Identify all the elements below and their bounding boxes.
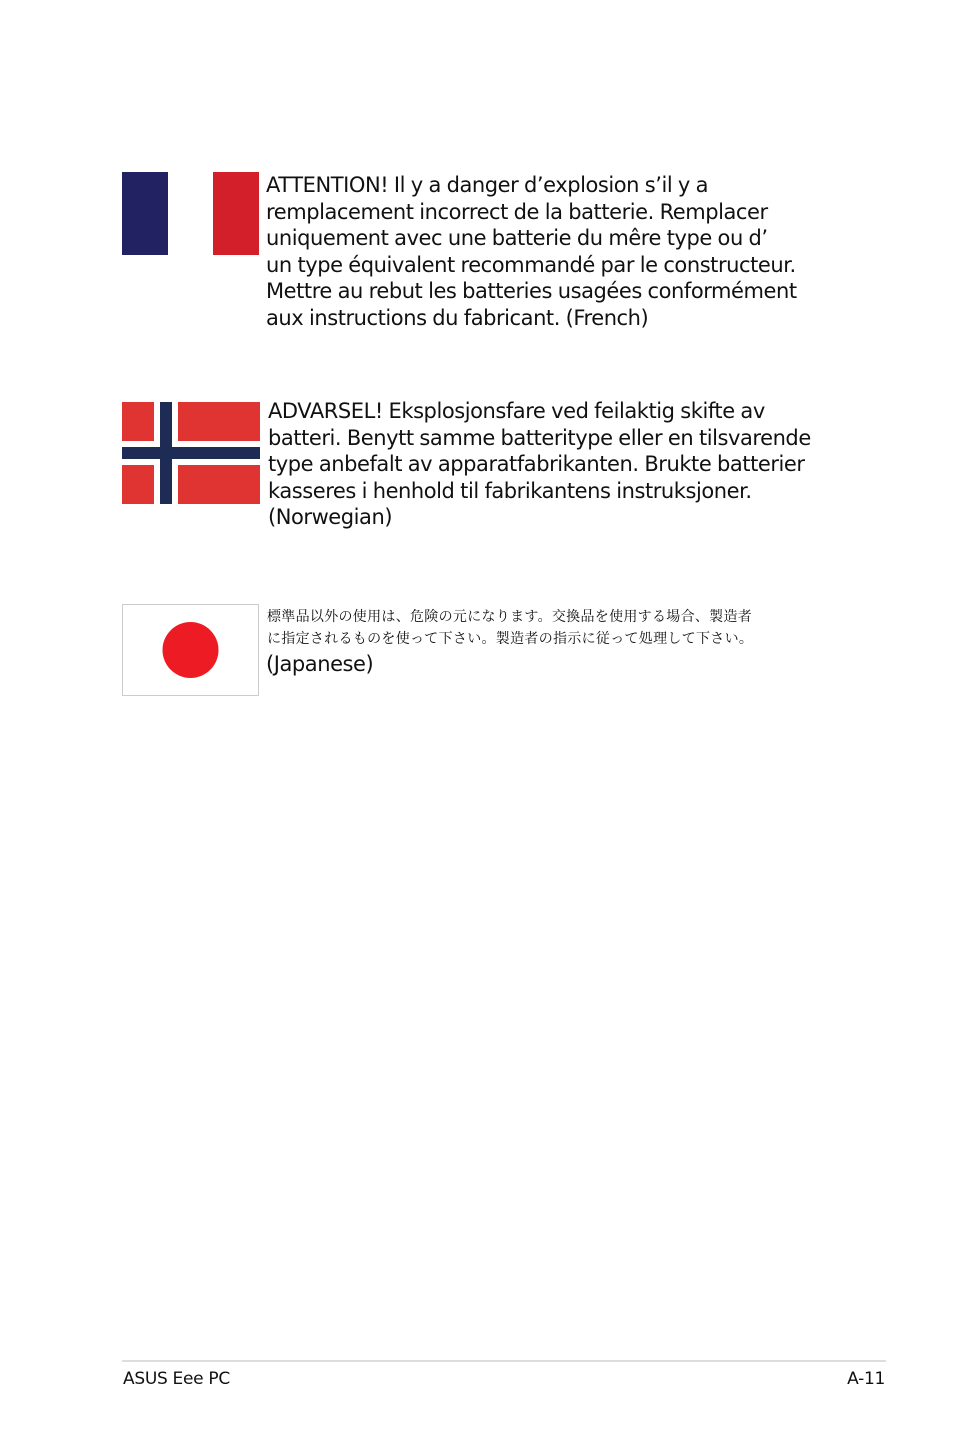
french-warning-text: ATTENTION! Il y a danger d’explosion s’il y a remplacement incorrect de la batterie. Remplacer uniquement avec une batterie du mêre type ou d’ un type équivalent recommandé par le constructeur. Mettre au rebut les batteries usagées conformément aux instructions du fabricant. (French) [266,173,797,330]
japanese-warning-line-1: 標準品以外の使用は、危険の元になります。交換品を使用する場合、製造者 [267,609,753,625]
footer-divider [122,1360,886,1362]
norwegian-warning-text: ADVARSEL! Eksplosjonsfare ved feilaktig skifte av batteri. Benytt samme batteritype eller en tilsvarende type anbefalt av apparatfabrikanten. Brukte batterier kasseres i henhold til fabrikantens instruksjoner. (Norwegian) [268,399,811,529]
flag-norway-icon [122,402,260,504]
japanese-warning-line-2: に指定されるものを使って下さい。製造者の指示に従って処理して下さい。 [267,631,754,647]
japanese-language-label: (Japanese) [266,652,374,676]
flag-japan-icon [122,604,259,696]
footer-page-number: A-11 [847,1369,885,1389]
footer-product-name: ASUS Eee PC [123,1369,230,1389]
flag-france-icon [122,172,259,255]
